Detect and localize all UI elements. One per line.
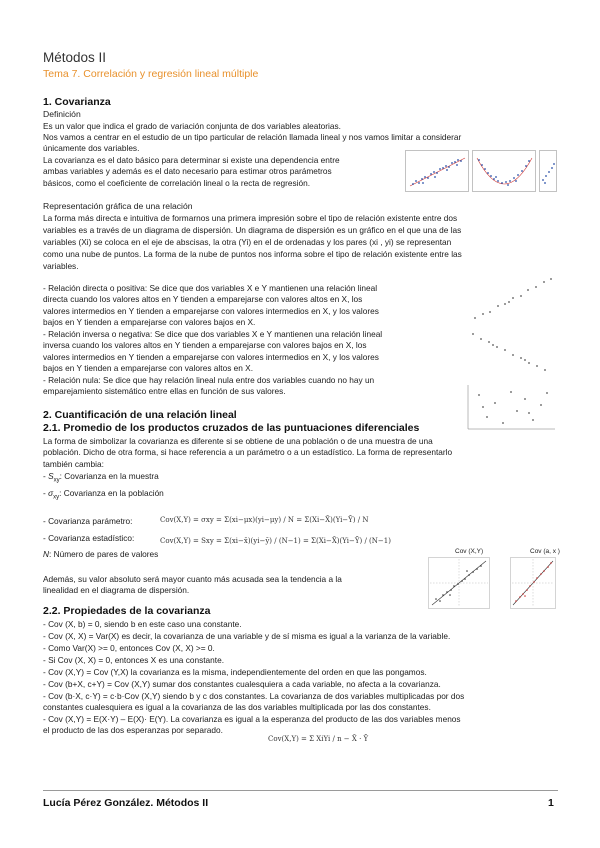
rel-line: emparejamiento sistemático entre ellas en función de sus valores. [43, 386, 286, 396]
scatter-positive-example [465, 276, 557, 324]
sample-subscript: xy [53, 477, 60, 484]
section-2-1-heading: 2.1. Promedio de los productos cruzados de las puntuaciones diferenciales [43, 422, 420, 434]
representation-label: Representación gráfica de una relación [43, 201, 193, 211]
population-symbol: σ [48, 488, 54, 498]
scatter-null-example [465, 383, 557, 433]
scatter-thumbnail-positive [405, 150, 469, 192]
section-1-heading: 1. Covarianza [43, 96, 111, 108]
plot-label-2: Cov (a, x ) [530, 548, 560, 555]
property-item: - Cov (X, X) = Var(X) es decir, la covarianza de una variable y de sí misma es igual a la varianza de la variable. [43, 631, 451, 641]
page-number: 1 [548, 797, 554, 809]
rep-line: variables. [43, 261, 79, 271]
rep-line: La forma más directa e intuitiva de formarnos una primera impresión sobre el tipo de relación existente entre dos [43, 213, 458, 223]
property-item: - Cov (b+X, c+Y) = Cov (X,Y) sumar dos constantes cualesquiera a cada variable, no afecta a la covarianza. [43, 679, 441, 689]
section-2-heading: 2. Cuantificación de una relación lineal [43, 409, 237, 421]
formula-statistic: Cov(X,Y) = Sxy = Σ(xi−x̄)(yi−ȳ) / (N−1) = Σ(Xi−X̄)(Yi−Ȳ) / (N−1) [160, 537, 391, 545]
s1-line: La covarianza es el dato básico para determinar si existe una dependencia entre [43, 155, 340, 165]
scatter-thumbnail-partial [539, 150, 557, 192]
formula-parameter: Cov(X,Y) = σxy = Σ(xi−μx)(yi−μy) / N = Σ(Xi−X̄)(Yi−Ȳ) / N [160, 516, 369, 524]
rel-line: inversa cuando los valores altos en Y tienden a emparejarse con valores bajos en X, los [43, 340, 367, 350]
rel-line: valores intermedios en Y tienden a emparejarse con valores intermedios en X, y los valores [43, 352, 379, 362]
section-2-2-heading: 2.2. Propiedades de la covarianza [43, 605, 211, 617]
param-label: - Covarianza parámetro: [43, 516, 133, 526]
s2-line: población. Dicho de otra forma, si hace referencia a un parámetro o a un estadístico. La forma de representarlo [43, 447, 453, 457]
scatter-thumbnail-curved [472, 150, 536, 192]
s1-line: únicamente dos variables. [43, 143, 140, 153]
rep-line: variables es a través de un diagrama de dispersión. Un diagrama de dispersión es un gráfico en el que una de las [43, 225, 462, 235]
property-item: - Cov (X,Y) = Cov (Y,X) la covarianza es la misma, independientemente del orden en que las pongamos. [43, 667, 427, 677]
rel-line: bajos en Y tienden a emparejarse con valores altos en X. [43, 363, 254, 373]
rel-line: - Relación directa o positiva: Se dice que dos variables X e Y mantienen una relación lineal [43, 283, 378, 293]
more-line: linealidad en el diagrama de dispersión. [43, 585, 190, 595]
rel-line: directa cuando los valores altos en Y tienden a emparejarse con valores altos en X, los [43, 294, 363, 304]
footer-author: Lucía Pérez González. Métodos II [43, 797, 209, 809]
sample-cov-line: - $S_{xy}$: Covarianza en la muestra [43, 471, 159, 484]
property-item: - Cov (X,Y) = E(X·Y) – E(X)· E(Y). La covarianza es igual a la esperanza del producto de las dos variables menos [43, 714, 461, 724]
population-text: : Covarianza en la población [59, 488, 164, 498]
population-subscript: xy [53, 494, 60, 501]
property-item: el producto de las dos esperanzas por separado. [43, 725, 223, 735]
rel-line: bajos en Y tienden a emparejarse con valores bajos en X. [43, 317, 256, 327]
s1-line: Nos vamos a centrar en el estudio de un tipo particular de relación llamada lineal y nos vamos limitar a considerar [43, 132, 462, 142]
population-cov-line: - $\sigma_{xy}$: Covarianza en la población [43, 488, 164, 501]
rep-line: variables (Xi) se coloca en el eje de abscisas, la otra (Yi) en el de ordenadas y los pares (xi , yi) se representan [43, 237, 452, 247]
n-symbol: N [43, 549, 49, 559]
property-item: constantes cualesquiera es igual a la covarianza de las dos variables multiplicada por las dos constantes. [43, 702, 431, 712]
doc-subtitle: Tema 7. Correlación y regresión lineal múltiple [43, 68, 259, 80]
stat-label: - Covarianza estadístico: [43, 533, 135, 543]
n-text: : Número de pares de valores [49, 549, 159, 559]
property-item: - Como Var(X) >= 0, entonces Cov (X, X) >= 0. [43, 643, 215, 653]
formula-cov-expectation: Cov(X,Y) = Σ XiYi / n − X̄ · Ȳ [268, 735, 369, 743]
n-definition [43, 549, 158, 559]
plot-label-1: Cov (X,Y) [455, 548, 484, 555]
rel-line: - Relación nula: Se dice que hay relación lineal nula entre dos variables cuando no hay un [43, 375, 375, 385]
scatter-plot-cov-ax [510, 557, 556, 609]
s1-line: Es un valor que indica el grado de variación conjunta de dos variables aleatorias. [43, 121, 341, 131]
s1-line: básicos, como el coeficiente de correlación lineal o la recta de regresión. [43, 178, 311, 188]
s1-line: ambas variables y además es el dato necesario para estimar otros parámetros [43, 166, 332, 176]
scatter-negative-example [465, 330, 557, 375]
sample-symbol: S [48, 471, 54, 481]
sample-text: : Covarianza en la muestra [59, 471, 159, 481]
property-item: - Si Cov (X, X) = 0, entonces X es una constante. [43, 655, 225, 665]
rel-line: valores intermedios en Y tienden a emparejarse con valores intermedios en X, y los valores [43, 306, 379, 316]
footer-rule [43, 790, 558, 791]
scatter-plot-cov-xy [428, 557, 490, 609]
property-item: - Cov (b·X, c·Y) = c·b·Cov (X,Y) siendo b y c dos constantes. La covarianza de dos variables multiplicadas por dos [43, 691, 465, 701]
rep-line: como una nube de puntos. La forma de la nube de puntos nos informa sobre el tipo de relación existente entre las [43, 249, 462, 259]
rel-line: - Relación inversa o negativa: Se dice que dos variables X e Y mantienen una relación lineal [43, 329, 383, 339]
doc-title: Métodos II [43, 50, 107, 65]
s2-line: La forma de simbolizar la covarianza es diferente si se obtiene de una población o de una muestra de una [43, 436, 433, 446]
more-line: Además, su valor absoluto será mayor cuanto más acusada sea la tendencia a la [43, 574, 342, 584]
property-item: - Cov (X, b) = 0, siendo b en este caso una constante. [43, 619, 242, 629]
s2-line: también cambia: [43, 459, 104, 469]
definition-label: Definición [43, 109, 81, 119]
